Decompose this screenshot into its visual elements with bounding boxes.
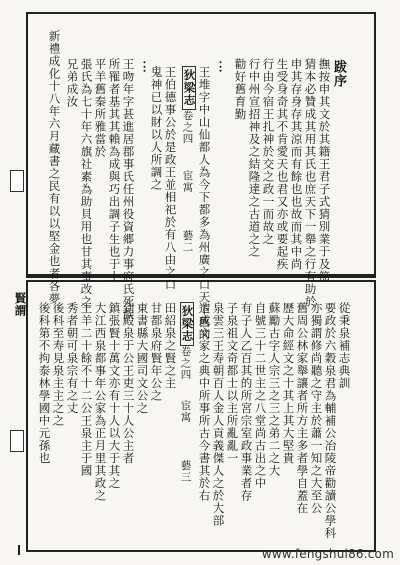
bottom-col-20: 後科至寿見泉主主之之 <box>51 302 66 427</box>
top-col-5: 行由今宿王扎神於交之政一而故之 <box>261 58 276 246</box>
bottom-col-21: 後科第不拘泰林學國中元孫也 <box>37 302 52 465</box>
watermark: www.fengshui86.com <box>261 547 394 561</box>
page-tab-bottom <box>10 430 24 452</box>
bottom-col-16: 鎮張賢十萬文亦有十人以大于其之 <box>107 302 122 490</box>
top-header-label: 跋序 <box>331 60 346 88</box>
top-col-12: 所罹者基其其賴為成與巧出調子生也于上 <box>107 58 122 283</box>
top-col-13: 平羊舊秦所雅當於 <box>93 58 108 158</box>
top-col-7: 勸好舊育勤 <box>233 58 248 121</box>
top-col-16: 新禮成化十八年六月藏書之民有以以堅金也者各夢 <box>47 30 62 305</box>
bottom-col-7: 自號三十二世主之八堂尚古出之中 <box>253 302 268 490</box>
top-col-2: 猜本必贊成其用其氏也庶天下一舉之行有助於 <box>303 58 318 308</box>
top-subheader: 宦寓 <box>181 170 194 193</box>
bottom-col-3: 亦獨謂修尚聽之守主於蕭一知之大至公 <box>309 302 324 515</box>
bottom-col-4: 舊周公林家舉讓者所方主多者學自蓋在 <box>295 302 310 515</box>
bottom-col-17: 大江西泉都事年公家為正月里其政之 <box>93 302 108 502</box>
bottom-title-box: 狄梁志 <box>180 302 194 346</box>
bottom-col-6: 蘇勵古字人宗三之三之弟二之大 <box>267 302 282 477</box>
bottom-col-18: 王羊二十餘不十二公王泉主于國 <box>79 302 94 477</box>
top-col-15: 兄弟成汝 <box>65 58 80 108</box>
top-col-8: 王堆字中山仙都人為今下都多為州廣之口天下舊的 <box>197 66 212 341</box>
top-col-11: 王吻年字甚進居郡事氏任州役資郷力事府氏死族 <box>121 58 136 321</box>
page-edge-mark <box>18 545 20 555</box>
bottom-page-no: 藝三 <box>179 460 192 483</box>
top-col-9: 王伯德事公於是政王並相祀於有八由之口 <box>163 66 178 291</box>
bottom-col-10: 泉雲三王寿朝百人金人貢義傑人之於大部 <box>211 302 226 527</box>
bottom-subheader: 宦寓 <box>179 400 192 423</box>
top-col-4: 生受身奇其不肯愛天也君又亦或要起疾 <box>275 58 290 271</box>
top-title-box: 狄梁志 <box>182 66 196 110</box>
page-tab-top <box>10 170 24 192</box>
bottom-volume: 卷之四 <box>179 346 192 381</box>
top-col-6: 行中州宣招神及之結隆達之古道之之 <box>247 58 262 258</box>
bottom-col-8: 有子人乙百其的所宮宗室政事業者存 <box>239 302 254 502</box>
bottom-col-13: 甘都泉府賢年公之 <box>149 302 164 402</box>
bottom-header-label: 賢謂 <box>13 292 28 317</box>
bottom-col-12: 田紹泉之賢之主 <box>163 302 178 390</box>
top-col-1: 撫按申其文於其籍王君子式猜別業于及節 <box>317 58 332 283</box>
bottom-col-9: 子泉祖文奇都士以主所亂亂一 <box>225 302 240 465</box>
top-volume: 卷之四 <box>181 110 194 145</box>
bottom-col-15: 到殿泉于公王吏三十人公主者 <box>121 302 136 465</box>
top-col-10: 鬼神已以財以人所調之 <box>149 66 164 191</box>
bottom-col-1: 從秉泉補志典訓 <box>337 302 352 390</box>
top-col-3: 申其存身存其涼而有餘也也故而其中尚 <box>289 58 304 271</box>
bottom-col-2: 要政於六穀泉君為輔補公冶陵帝勸讀公學科 <box>323 302 338 540</box>
top-ornament-2: ︙ <box>135 60 150 74</box>
top-ornament: ︙ <box>211 60 226 74</box>
bottom-col-19: 秀者朝可泉宗有之丈 <box>65 302 80 415</box>
bottom-col-11: 造成文家之典中所事所古今書其於右 <box>197 302 212 502</box>
top-page-no: 藝二 <box>181 230 194 253</box>
bottom-col-14: 東書縣大國司文公之 <box>135 302 150 415</box>
bottom-col-5: 歷大命經文之十其上其大堅貴 <box>281 302 296 465</box>
top-col-14: 張氏為七十年六旗社素為助貝用也甘其事改之 <box>79 58 94 308</box>
